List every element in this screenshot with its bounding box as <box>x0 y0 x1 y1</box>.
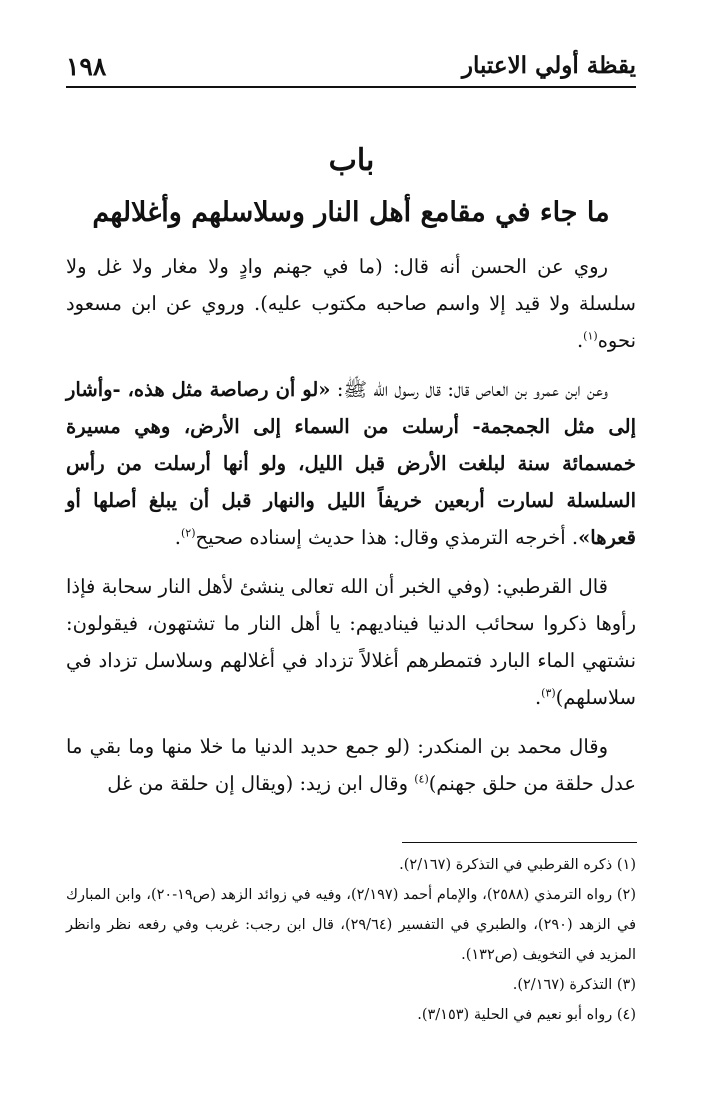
footnote-item: (٤) رواه أبو نعيم في الحلية (٣/١٥٣). <box>417 1007 636 1023</box>
footnote-ref: (١) <box>583 329 598 343</box>
book-title: يقظة أولي الاعتبار <box>461 52 636 79</box>
paragraph-qurtubi: قال القرطبي: (وفي الخبر أن الله تعالى ينشئ لأهل النار سحابة فإذا رأوها ذكروا سحائب الدنيا فيناديهم: يا أهل النار ما تشتهون، فيقولون: نشتهي الماء البارد فتمطرهم أغلالاً تزداد في أغلالهم وسلاسل تزداد في سلاسلهم)$^{(٣)}$. <box>66 575 636 709</box>
paragraph-text: وقال محمد بن المنكدر: (لو جمع حديد الدنيا ما خلا منها وما بقي ما عدل حلقة من حلق جهنم) <box>66 735 636 795</box>
paragraph-hasan: روي عن الحسن أنه قال: (ما في جهنم وادٍ ولا مغار ولا غل ولا سلسلة ولا قيد إلا واسم صاحبه مكتوب عليه). وروي عن ابن مسعود نحوه$^{(١)}$. <box>66 255 636 352</box>
page-number: ١٩٨ <box>66 52 107 81</box>
footnote-rule <box>402 842 637 843</box>
paragraph-text: روي عن الحسن أنه قال: (ما في جهنم وادٍ ولا مغار ولا غل ولا سلسلة ولا قيد إلا واسم صاحبه مكتوب عليه). وروي عن ابن مسعود نحوه <box>66 255 636 352</box>
footnote-ref: (٣) <box>541 686 556 700</box>
body-text <box>66 248 636 814</box>
running-header <box>66 50 636 88</box>
paragraph-hadith: وعن ابن عمرو بن العاص قال: قال رسول الله ﷺ: «لو أن رصاصة مثل هذه، -وأشار إلى مثل الجمجمة- أرسلت من السماء إلى الأرض، وهي مسيرة خمسمائة سنة لبلغت الأرض قبل الليل، ولو أنها أرسلت من رأس السلسلة لسارت أربعين خريفاً الليل والنهار قبل أن يبلغ أصلها أو قعرها». أخرجه الترمذي وقال: هذا حديث إسناده صحيح$^{(٢)}$. <box>66 378 636 549</box>
footnote-item: (١) ذكره القرطبي في التذكرة (٢/١٦٧). <box>399 857 636 873</box>
paragraph-text: وعن ابن عمرو بن العاص قال: قال رسول الله ﷺ: <box>330 378 608 401</box>
footnote-ref: (٢) <box>180 526 196 540</box>
footnote-ref: (٤) <box>414 772 429 786</box>
hadith-quote: «لو أن رصاصة مثل هذه، -وأشار إلى مثل الجمجمة- أرسلت من السماء إلى الأرض، وهي مسيرة خمسمائة سنة لبلغت الأرض قبل الليل، ولو أنها أرسلت من رأس السلسلة لسارت أربعين خريفاً الليل والنهار قبل أن يبلغ أصلها أو قعرها» <box>66 378 636 549</box>
paragraph-text: . أخرجه الترمذي وقال: هذا حديث إسناده صحيح <box>195 526 579 549</box>
chapter-title: ما جاء في مقامع أهل النار وسلاسلهم وأغلالهم <box>92 197 610 228</box>
header-rule <box>66 86 636 88</box>
footnote-item: (٢) رواه الترمذي (٢٥٨٨)، والإمام أحمد (٢/١٩٧)، وفيه في زوائد الزهد (ص١٩-٢٠)، وابن المبارك في الزهد (٢٩٠)، والطبري في التفسير (٢٩/٦٤)، قال ابن رجب: غريب وفي رفعه نظر وانظر المزيد في التخويف (ص١٣٢). <box>66 887 636 963</box>
paragraph-text: قال القرطبي: (وفي الخبر أن الله تعالى ينشئ لأهل النار سحابة فإذا رأوها ذكروا سحائب الدنيا فيناديهم: يا أهل النار ما تشتهون، فيقولون: نشتهي الماء البارد فتمطرهم أغلالاً تزداد في أغلالهم وسلاسل تزداد في سلاسلهم) <box>66 575 636 709</box>
footnote-item: (٣) التذكرة (٢/١٦٧). <box>512 977 636 993</box>
footnotes <box>66 850 636 1030</box>
paragraph-text: وقال ابن زيد: (ويقال إن حلقة من غل <box>107 772 415 795</box>
paragraph-munkadir <box>66 728 636 802</box>
chapter-label: باب <box>328 143 375 178</box>
